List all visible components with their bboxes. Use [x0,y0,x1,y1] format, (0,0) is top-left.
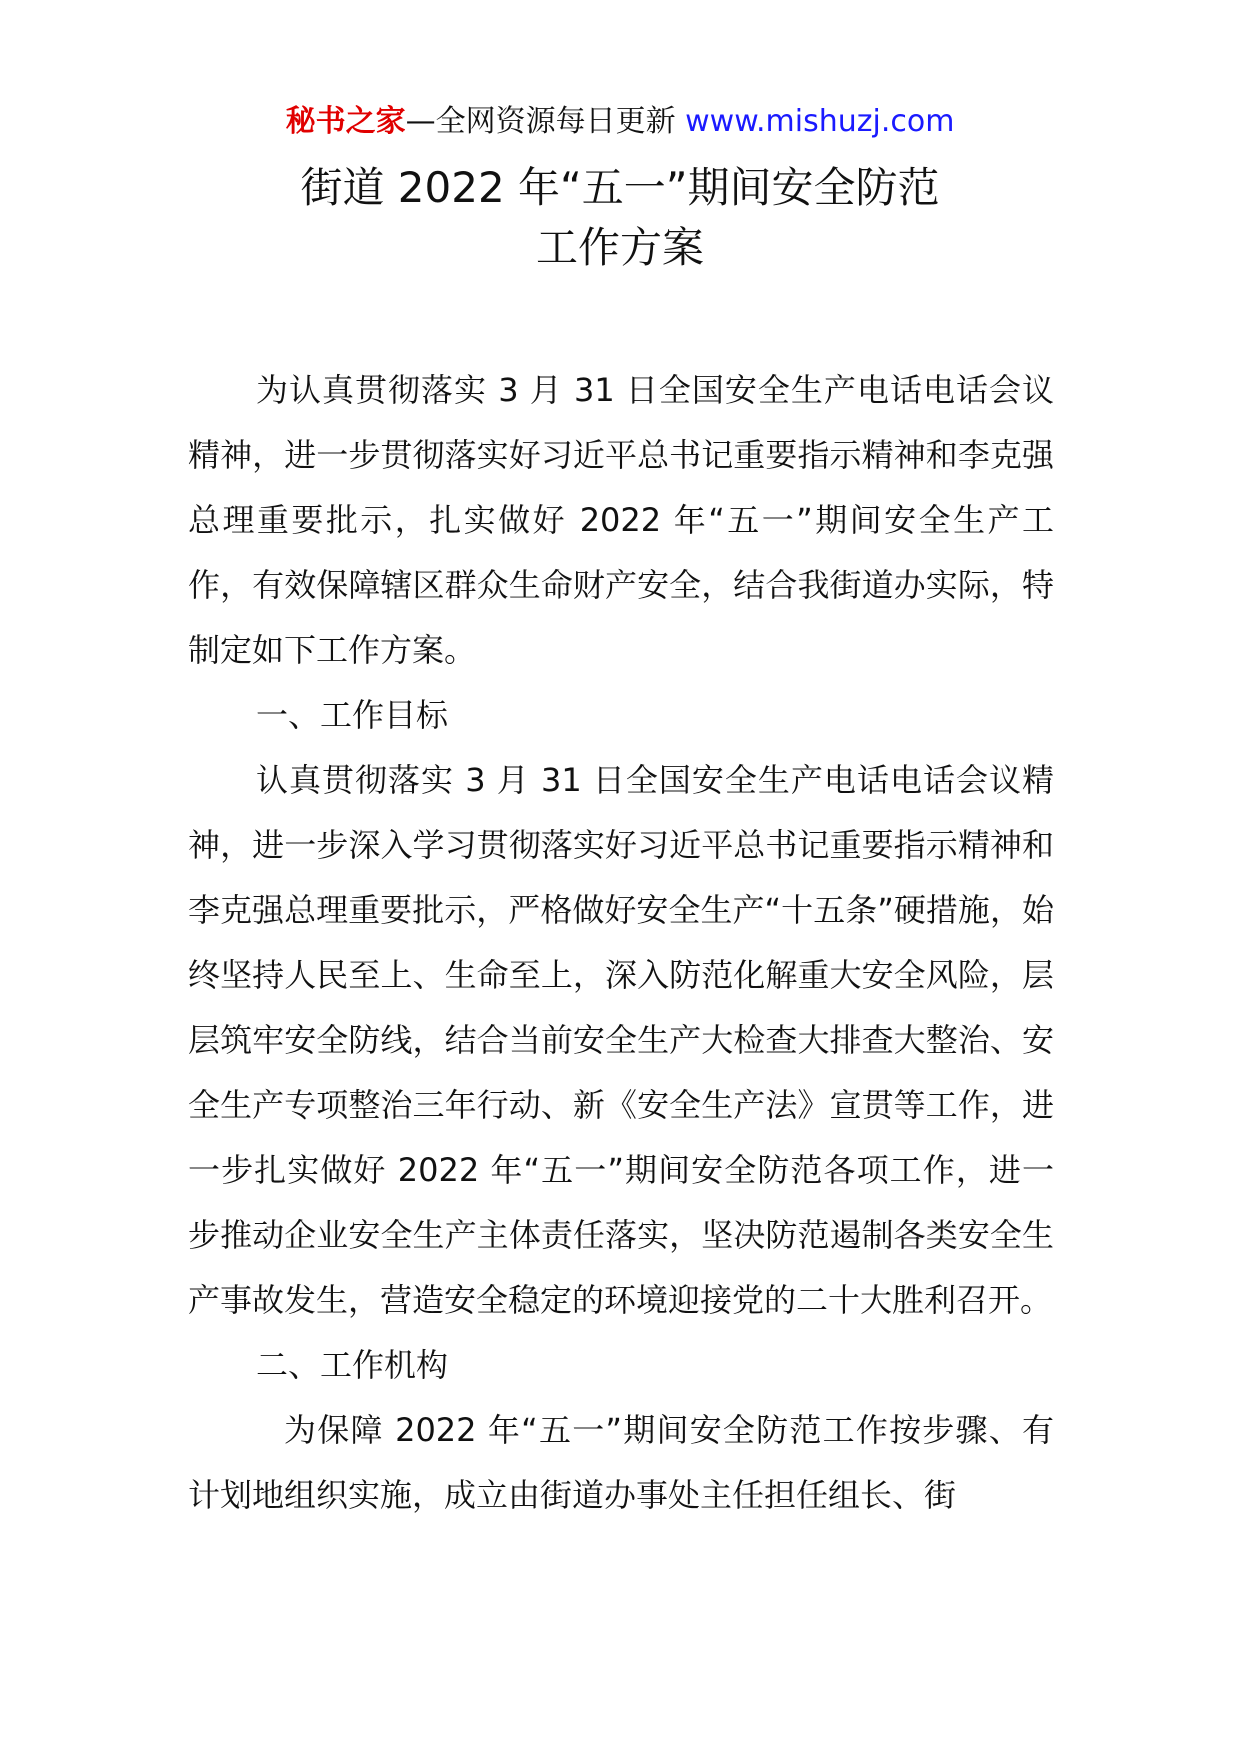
document-body [188,358,1054,1528]
title-line-1: 街道 2022 年“五一”期间安全防范 [300,163,940,212]
intro-paragraph: 为认真贯彻落实 3 月 31 日全国安全生产电话电话会议精神，进一步贯彻落实好习近平总书记重要指示精神和李克强总理重要批示，扎实做好 2022 年“五一”期间安全生产工作，有效保障辖区群众生命财产安全，结合我街道办实际，特制定如下工作方案。 [188,371,1054,669]
site-url-link[interactable]: www.mishuzj.com [685,104,955,139]
goals-paragraph: 认真贯彻落实 3 月 31 日全国安全生产电话电话会议精神，进一步深入学习贯彻落实好习近平总书记重要指示精神和李克强总理重要批示，严格做好安全生产“十五条”硬措施，始终坚持人民至上、生命至上，深入防范化解重大安全风险，层层筑牢安全防线，结合当前安全生产大检查大排查大整治、安全生产专项整治三年行动、新《安全生产法》宣贯等工作，进一步扎实做好 2022 年“五一”期间安全防范各项工作，进一步推动企业安全生产主体责任落实，坚决防范遏制各类安全生产事故发生，营造安全稳定的环境迎接党的二十大胜利召开。 [188,761,1054,1319]
document-title [0,158,1240,278]
header-tagline: —全网资源每日更新 [405,104,686,139]
brand-name: 秘书之家 [285,104,406,139]
site-header [0,100,1240,144]
title-line-2: 工作方案 [535,223,704,272]
section-heading-goals: 一、工作目标 [256,696,449,734]
section-heading-organization: 二、工作机构 [256,1346,449,1384]
organization-paragraph: 为保障 2022 年“五一”期间安全防范工作按步骤、有计划地组织实施，成立由街道办事处主任担任组长、街 [188,1411,1054,1514]
